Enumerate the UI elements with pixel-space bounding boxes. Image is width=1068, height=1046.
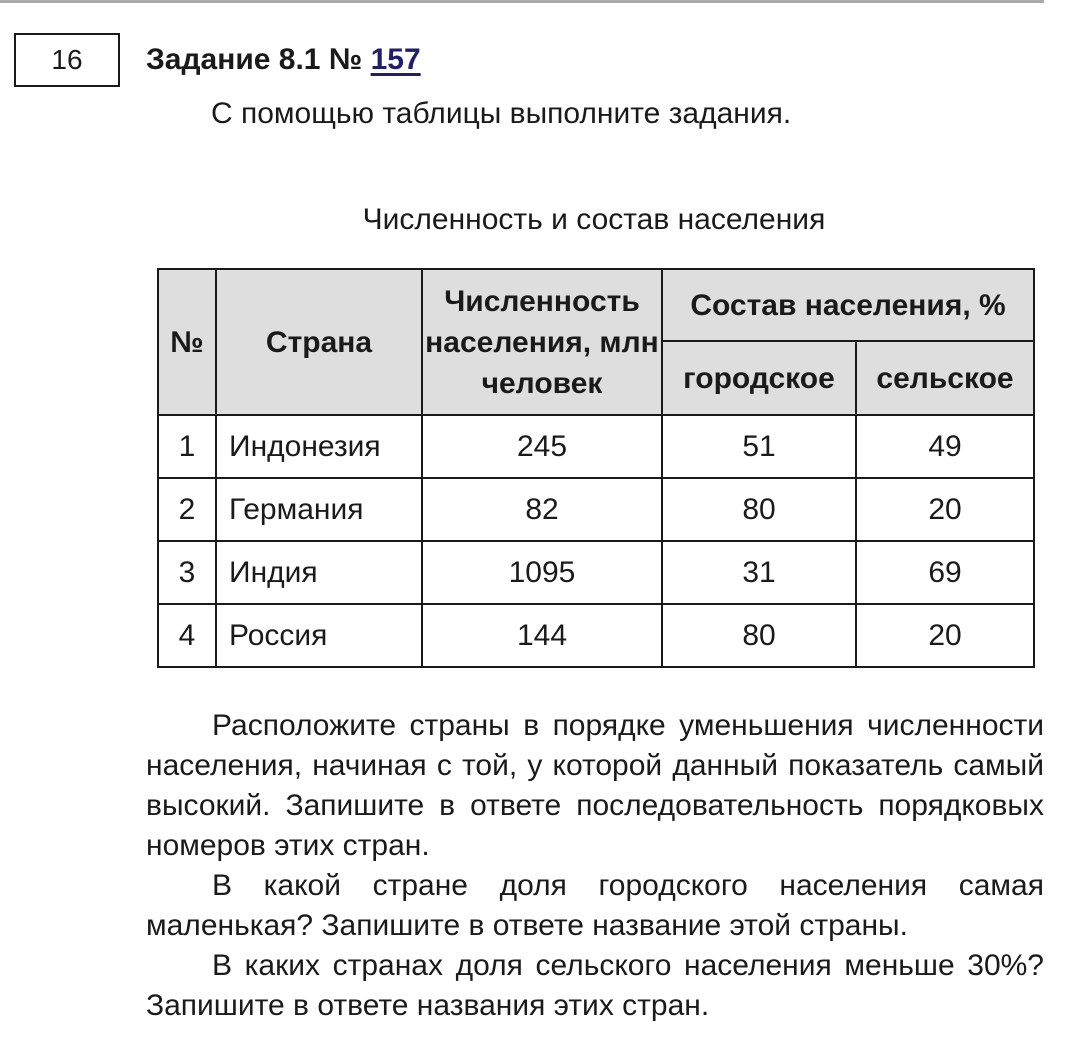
- cell-urban: 51: [662, 415, 856, 478]
- top-divider: [0, 0, 1044, 3]
- cell-rural: 69: [856, 541, 1034, 604]
- population-table: [157, 268, 1035, 668]
- table-row: [158, 478, 1034, 541]
- table-caption: Численность и состав населения: [362, 203, 826, 236]
- cell-population: 144: [422, 604, 662, 667]
- questions-block: [146, 706, 1044, 1026]
- cell-rural: 20: [856, 478, 1034, 541]
- question-1: Расположите страны в порядке уменьшения численности населения, начиная с той, у которой данный показатель самый высокий. Запишите в ответе последовательность порядковых номеров этих стран.: [146, 709, 1044, 862]
- instruction-text: С помощью таблицы выполните задания.: [211, 97, 792, 130]
- cell-num: 4: [158, 604, 216, 667]
- header-population: Численность населения, млн человек: [422, 269, 662, 415]
- cell-country: Россия: [216, 604, 422, 667]
- task-number-box: 16: [14, 33, 120, 87]
- cell-country: Индонезия: [216, 415, 422, 478]
- cell-urban: 80: [662, 604, 856, 667]
- task-heading-prefix: Задание 8.1 №: [146, 43, 371, 76]
- table-row: [158, 604, 1034, 667]
- cell-num: 2: [158, 478, 216, 541]
- cell-population: 82: [422, 478, 662, 541]
- task-id-link[interactable]: 157: [370, 43, 421, 76]
- cell-rural: 20: [856, 604, 1034, 667]
- header-urban: городское: [662, 341, 856, 415]
- cell-num: 1: [158, 415, 216, 478]
- task-heading: [146, 40, 421, 80]
- question-3: В каких странах доля сельского населения меньше 30%? Запишите в ответе названия этих стран.: [146, 949, 1044, 1022]
- cell-country: Индия: [216, 541, 422, 604]
- header-country: Страна: [216, 269, 422, 415]
- cell-rural: 49: [856, 415, 1034, 478]
- question-2: В какой стране доля городского населения самая маленькая? Запишите в ответе название этой страны.: [146, 869, 1044, 942]
- table-row: [158, 415, 1034, 478]
- cell-population: 245: [422, 415, 662, 478]
- header-num: №: [158, 269, 216, 415]
- cell-urban: 31: [662, 541, 856, 604]
- cell-num: 3: [158, 541, 216, 604]
- header-rural: сельское: [856, 341, 1034, 415]
- cell-population: 1095: [422, 541, 662, 604]
- header-composition: Состав населения, %: [662, 269, 1034, 341]
- table-row: [158, 541, 1034, 604]
- cell-urban: 80: [662, 478, 856, 541]
- cell-country: Германия: [216, 478, 422, 541]
